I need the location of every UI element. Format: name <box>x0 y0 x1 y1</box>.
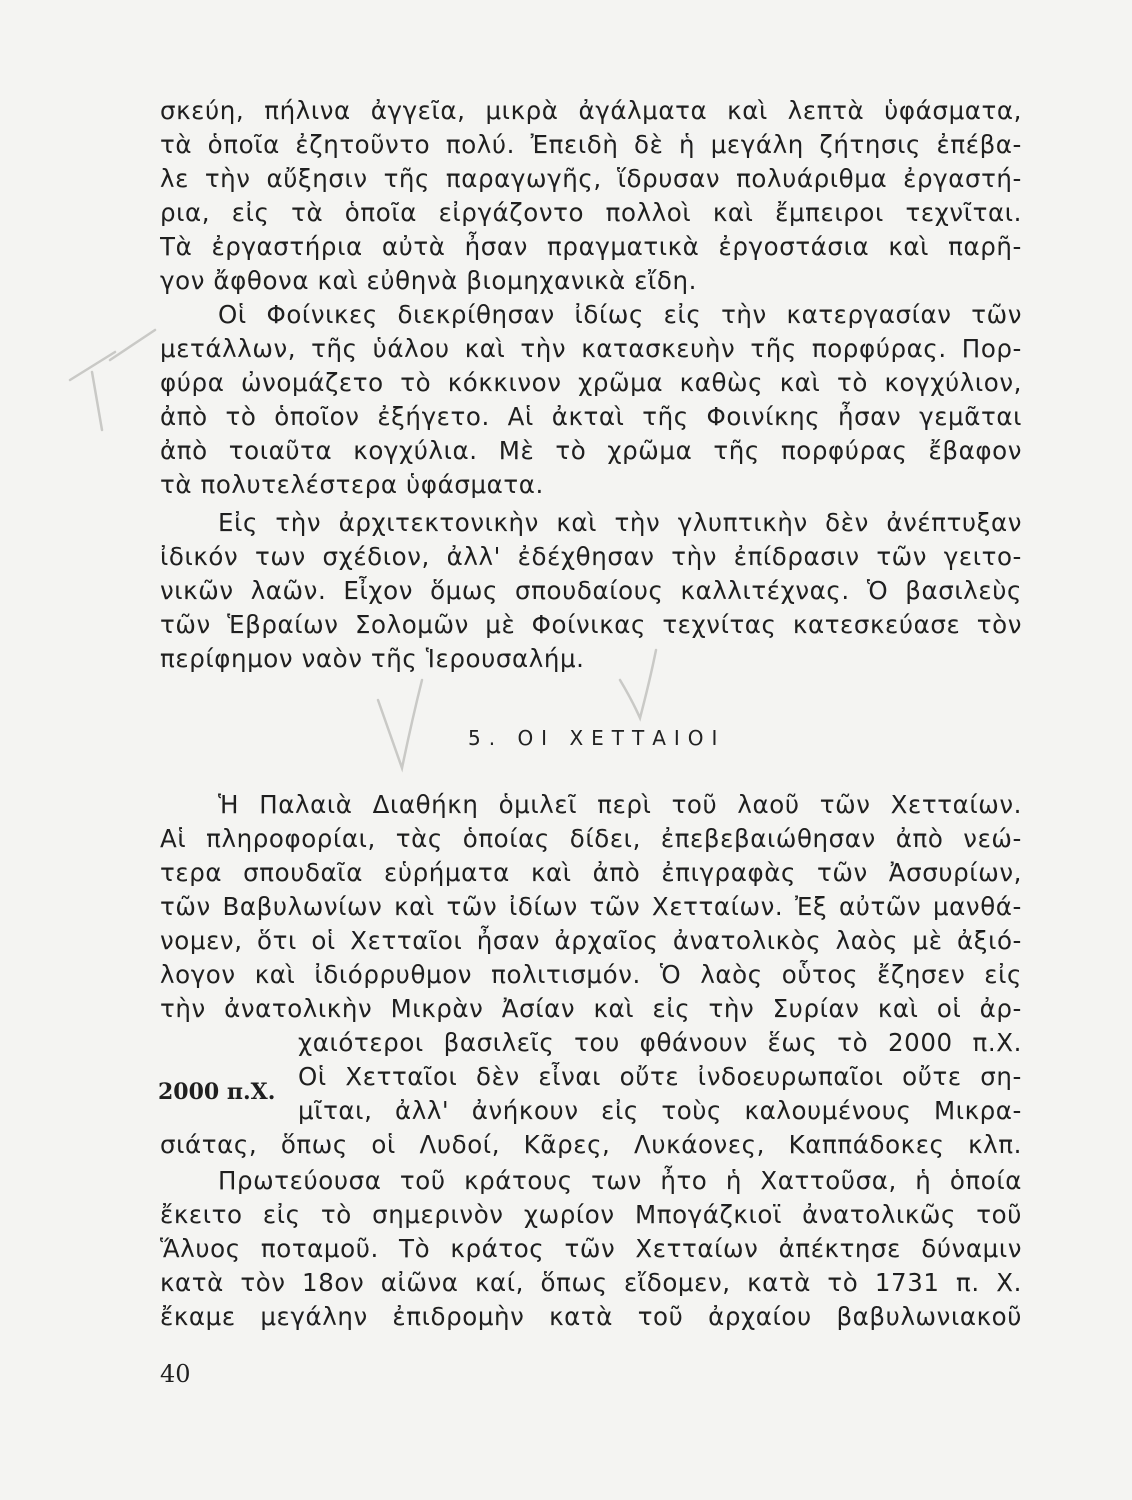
text-line: τὰ πολυτελέστερα ὑφάσματα. <box>160 470 544 499</box>
paragraph-2 <box>160 298 1022 502</box>
text-line: τὰ ὁποῖα ἐζητοῦντο πολύ. Ἐπειδὴ δὲ ἡ μεγάλη ζήτησις ἐπέβα- <box>160 130 1022 159</box>
text-line: σιάτας, ὅπως οἱ Λυδοί, Κᾶρες, Λυκάονες, Καππάδοκες κλπ. <box>160 1130 1022 1159</box>
paragraph-4 <box>160 788 1022 1162</box>
text-line: σκεύη, πήλινα ἀγγεῖα, μικρὰ ἀγάλματα καὶ λεπτὰ ὑφάσματα, <box>160 96 1022 125</box>
text-line: μῖται, ἀλλ' ἀνήκουν εἰς τοὺς καλουμένους Μικρα- <box>298 1096 1022 1125</box>
text-line: Τὰ ἐργαστήρια αὐτὰ ἦσαν πραγματικὰ ἐργοστάσια καὶ παρῆ- <box>160 232 1022 261</box>
paragraph-3 <box>160 506 1022 676</box>
text-line: ἰδικόν των σχέδιον, ἀλλ' ἐδέχθησαν τὴν ἐπίδρασιν τῶν γειτο- <box>160 542 1022 571</box>
text-line: περίφημον ναὸν τῆς Ἱερουσαλήμ. <box>160 644 585 673</box>
text-line: τῶν Βαβυλωνίων καὶ τῶν ἰδίων τῶν Χετταίων. Ἐξ αὐτῶν μανθά- <box>160 892 1022 921</box>
section-heading: 5. ΟΙ ΧΕΤΤΑΙΟΙ <box>468 726 726 750</box>
margin-date-note: 2000 π.Χ. <box>158 1079 276 1105</box>
text-line: λογον καὶ ἰδιόρρυθμον πολιτισμόν. Ὁ λαὸς οὗτος ἔζησεν εἰς <box>160 960 1022 989</box>
pencil-check-1 <box>378 680 422 768</box>
paragraph-5 <box>160 1164 1022 1334</box>
pencil-stroke-left <box>70 330 155 430</box>
text-line: Οἱ Φοίνικες διεκρίθησαν ἰδίως εἰς τὴν κατεργασίαν τῶν <box>218 300 1022 329</box>
text-line: μετάλλων, τῆς ὑάλου καὶ τὴν κατασκευὴν τῆς πορφύρας. Πορ- <box>160 334 1022 363</box>
text-line: Ἡ Παλαιὰ Διαθήκη ὁμιλεῖ περὶ τοῦ λαοῦ τῶν Χετταίων. <box>218 790 1022 819</box>
text-line: νομεν, ὅτι οἱ Χετταῖοι ἦσαν ἀρχαῖος ἀνατολικὸς λαὸς μὲ ἀξιό- <box>160 926 1022 955</box>
text-line: ἔκειτο εἰς τὸ σημερινὸν χωρίον Μπογάζκιοϊ ἀνατολικῶς τοῦ <box>160 1200 1022 1229</box>
text-line: φύρα ὠνομάζετο τὸ κόκκινον χρῶμα καθὼς καὶ τὸ κογχύλιον, <box>160 368 1022 397</box>
text-line: κατὰ τὸν 18ον αἰῶνα καί, ὅπως εἴδομεν, κατὰ τὸ 1731 π. Χ. <box>160 1268 1022 1297</box>
page-number: 40 <box>160 1360 191 1388</box>
text-line: Εἰς τὴν ἀρχιτεκτονικὴν καὶ τὴν γλυπτικὴν δὲν ἀνέπτυξαν <box>218 508 1022 537</box>
text-line: λε τὴν αὔξησιν τῆς παραγωγῆς, ἵδρυσαν πολυάριθμα ἐργαστή- <box>160 164 1022 193</box>
text-line: τὴν ἀνατολικὴν Μικρὰν Ἀσίαν καὶ εἰς τὴν Συρίαν καὶ οἱ ἀρ- <box>160 994 1022 1023</box>
text-line: Ἅλυος ποταμοῦ. Τὸ κράτος τῶν Χετταίων ἀπέκτησε δύναμιν <box>160 1234 1022 1263</box>
paragraph-1 <box>160 94 1022 298</box>
text-line: Οἱ Χετταῖοι δὲν εἶναι οὔτε ἰνδοευρωπαῖοι οὔτε ση- <box>298 1062 1022 1091</box>
text-line: ἀπὸ τοιαῦτα κογχύλια. Μὲ τὸ χρῶμα τῆς πορφύρας ἔβαφον <box>160 436 1022 465</box>
text-line: Αἱ πληροφορίαι, τὰς ὁποίας δίδει, ἐπεβεβαιώθησαν ἀπὸ νεώ- <box>160 824 1022 853</box>
text-line: ἀπὸ τὸ ὁποῖον ἐξήγετο. Αἱ ἀκταὶ τῆς Φοινίκης ἦσαν γεμᾶται <box>160 402 1022 431</box>
text-line: νικῶν λαῶν. Εἶχον ὅμως σπουδαίους καλλιτέχνας. Ὁ βασιλεὺς <box>160 576 1022 605</box>
text-line: τῶν Ἑβραίων Σολομῶν μὲ Φοίνικας τεχνίτας κατεσκεύασε τὸν <box>160 610 1022 639</box>
indented-lines <box>160 1026 1022 1128</box>
text-line: τερα σπουδαῖα εὑρήματα καὶ ἀπὸ ἐπιγραφὰς τῶν Ἀσσυρίων, <box>160 858 1022 887</box>
text-line: ἔκαμε μεγάλην ἐπιδρομὴν κατὰ τοῦ ἀρχαίου βαβυλωνιακοῦ <box>160 1302 1022 1331</box>
text-line: χαιότεροι βασιλεῖς του φθάνουν ἕως τὸ 2000 π.Χ. <box>298 1028 1022 1057</box>
text-line: Πρωτεύουσα τοῦ κράτους των ἦτο ἡ Χαττοῦσα, ἡ ὁποία <box>218 1166 1022 1195</box>
text-line: γον ἄφθονα καὶ εὐθηνὰ βιομηχανικὰ εἴδη. <box>160 266 698 295</box>
text-line: ρια, εἰς τὰ ὁποῖα εἰργάζοντο πολλοὶ καὶ ἔμπειροι τεχνῖται. <box>160 198 1022 227</box>
